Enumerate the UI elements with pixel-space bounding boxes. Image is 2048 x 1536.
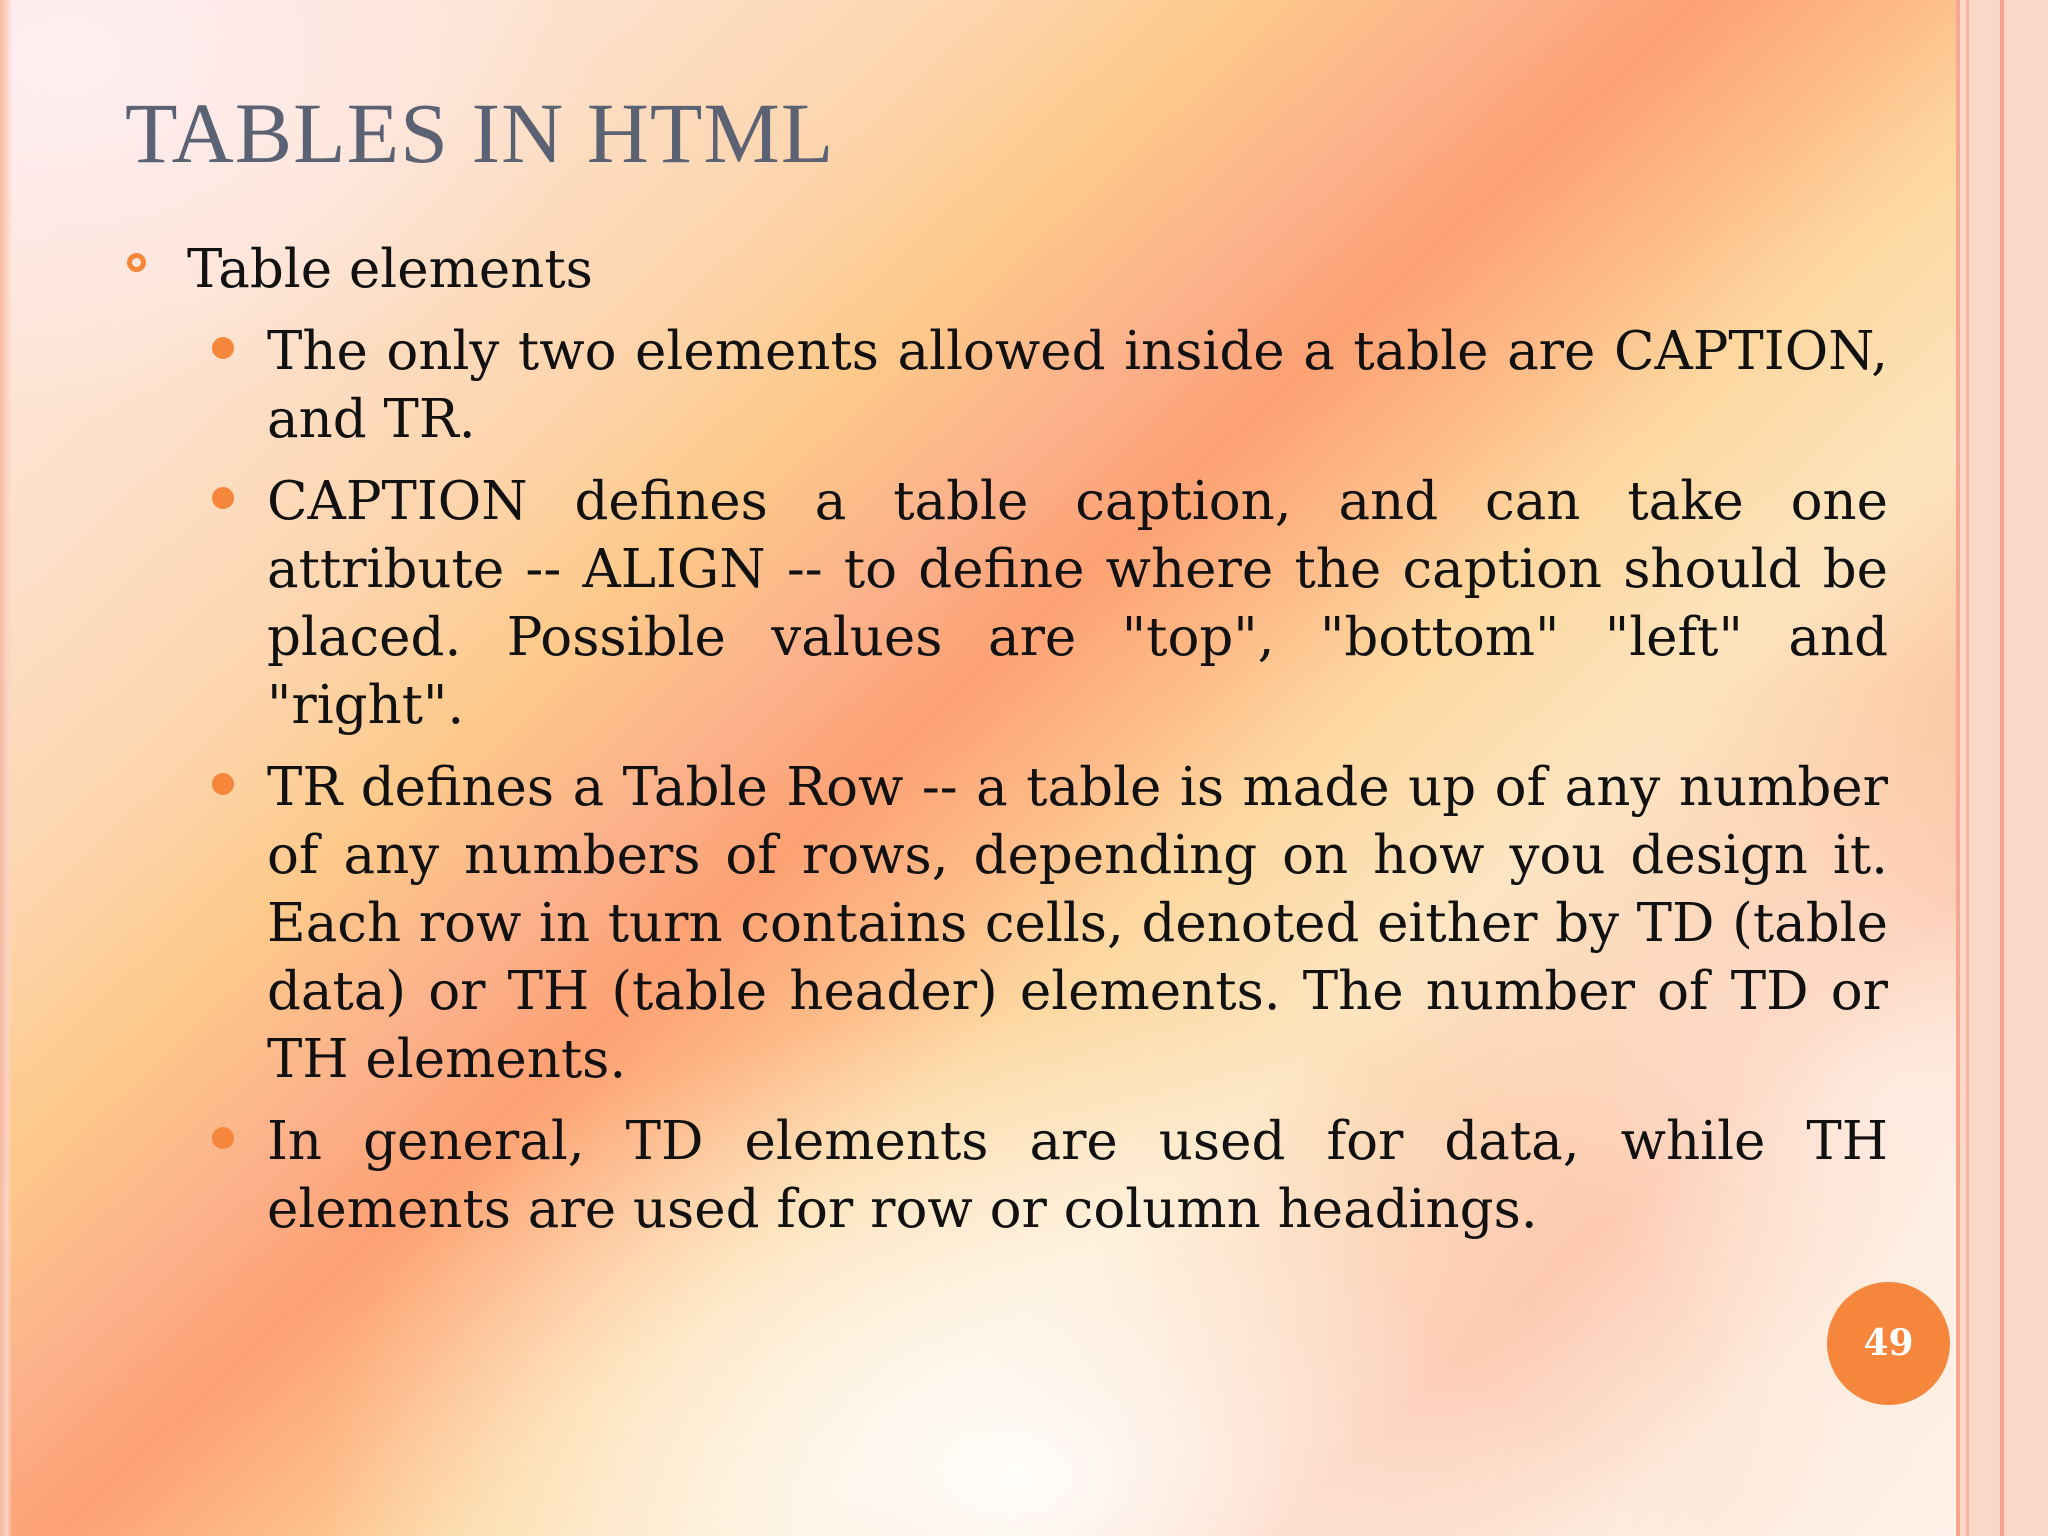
slide-left-border (0, 0, 12, 1536)
ring-bullet-icon (127, 253, 146, 272)
bullet-text: In general, TD elements are used for data, while TH elements are used for row or column headings. (267, 1111, 1888, 1240)
dot-bullet-icon (212, 773, 234, 795)
page-number-badge: 49 (1827, 1282, 1950, 1405)
decor-line (1956, 0, 1960, 1536)
dot-bullet-icon (212, 337, 234, 359)
bullet-text: CAPTION defines a table caption, and can take one attribute -- ALIGN -- to define where the caption should be placed. Possible values are "top", "bottom" "left" and "right". (267, 471, 1888, 736)
list-item (212, 318, 1888, 454)
dot-bullet-icon (212, 1127, 234, 1149)
slide-right-decoration (1956, 0, 2048, 1536)
list-item (212, 754, 1888, 1094)
dot-bullet-icon (212, 487, 234, 509)
topic-text: Table elements (187, 239, 593, 300)
list-item (212, 1108, 1888, 1244)
bullet-text: The only two elements allowed inside a table are CAPTION, and TR. (267, 321, 1888, 450)
slide-title: TABLES IN HTML (125, 85, 835, 181)
bullet-text: TR defines a Table Row -- a table is made up of any number of any numbers of rows, depending on how you design it. Each row in turn contains cells, denoted either by TD (table data) or TH (table header) elements. The number of TD or TH elements. (267, 757, 1888, 1090)
decor-line (2000, 0, 2004, 1536)
sub-bullet-list (212, 318, 1888, 1258)
decor-line (1966, 0, 1969, 1536)
list-item (212, 468, 1888, 740)
